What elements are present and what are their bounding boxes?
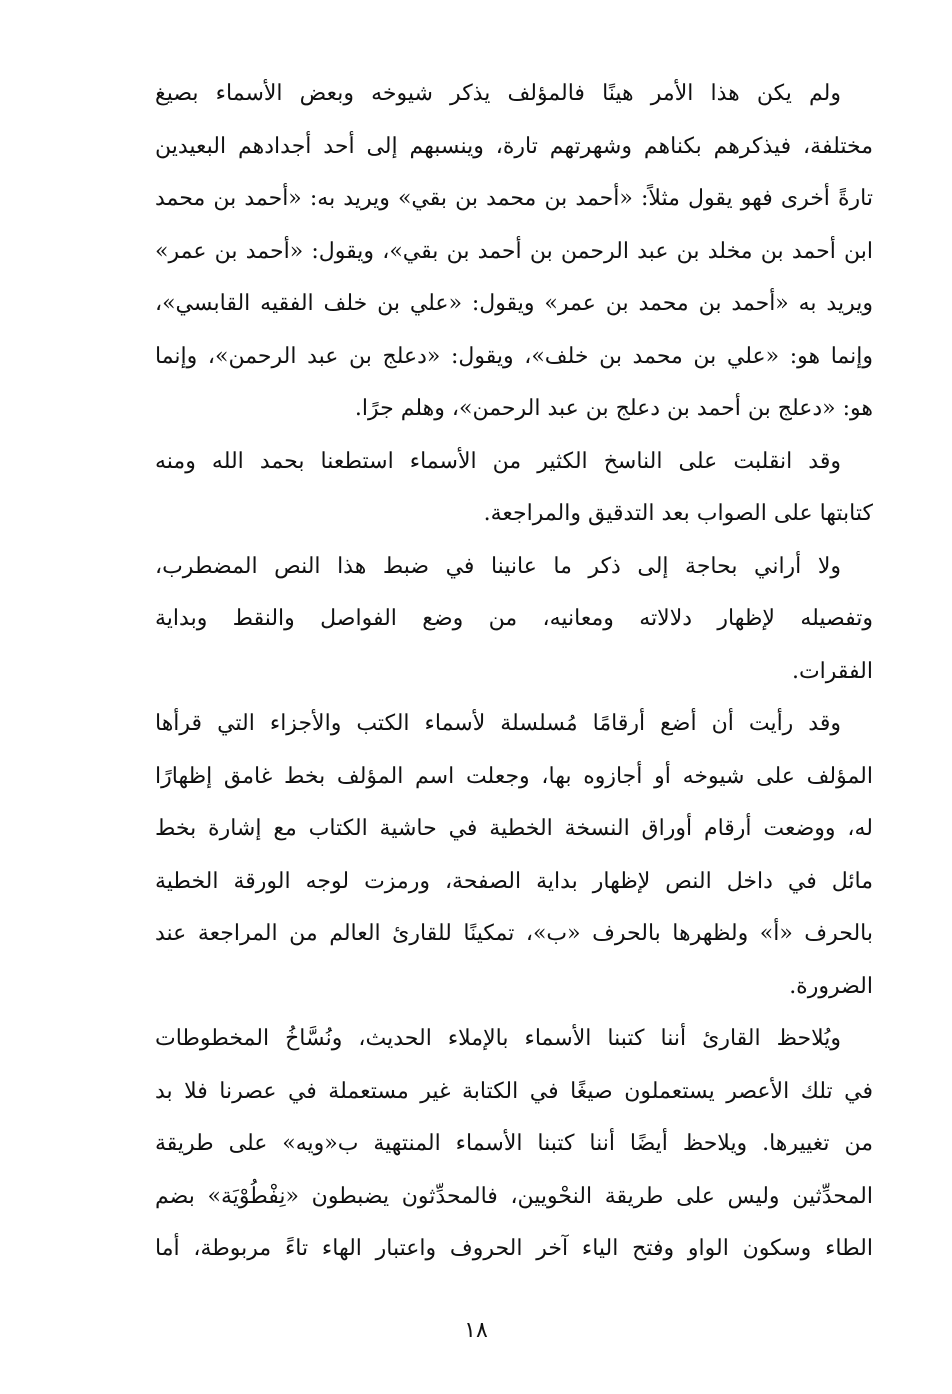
text-line: من تغييرها. ويلاحظ أيضًا أننا كتبنا الأسماء المنتهية ب«ويه» على طريقة xyxy=(155,1131,873,1156)
text-line: مختلفة، فيذكرهم بكناهم وشهرتهم تارة، وينسبهم إلى أحد أجدادهم البعيدين xyxy=(155,133,873,159)
text-line: ويريد به «أحمد بن محمد بن عمر» ويقول: «علي بن خلف الفقيه القابسي»، xyxy=(155,291,873,316)
page-number: ١٨ xyxy=(464,1318,488,1343)
text-line: بالحرف «أ» ولظهرها بالحرف «ب»، تمكينًا للقارئ العالم من المراجعة عند xyxy=(155,921,873,946)
text-line: وإنما هو: «علي بن محمد بن خلف»، ويقول: «دعلج بن عبد الرحمن»، وإنما xyxy=(155,343,873,369)
text-line: وقد انقلبت على الناسخ الكثير من الأسماء استطعنا بحمد الله ومنه xyxy=(155,448,841,474)
text-line: كتابتها على الصواب بعد التدقيق والمراجعة. xyxy=(483,501,873,526)
text-line: له، ووضعت أرقام أوراق النسخة الخطية في حاشية الكتاب مع إشارة بخط xyxy=(155,816,873,841)
text-line: وتفصيله لإظهار دلالاته ومعانيه، من وضع الفواصل والنقط وبداية xyxy=(155,606,873,631)
text-line: ويُلاحظ القارئ أننا كتبنا الأسماء بالإملاء الحديث، ونُسَّاخُ المخطوطات xyxy=(155,1026,841,1051)
text-line: مائل في داخل النص لإظهار بداية الصفحة، ورمزت لوجه الورقة الخطية xyxy=(155,868,873,894)
text-line: ابن أحمد بن مخلد بن عبد الرحمن بن أحمد بن بقي»، ويقول: «أحمد بن عمر» xyxy=(155,238,873,264)
text-line: المحدِّثين وليس على طريقة النحْويين، فالمحدِّثون يضبطون «نِفْطُوْيَة» بضم xyxy=(155,1183,873,1209)
text-line: ولم يكن هذا الأمر هينًا فالمؤلف يذكر شيوخه وبعض الأسماء بصيغ xyxy=(155,81,841,106)
text-line: الطاء وسكون الواو وفتح الياء آخر الحروف واعتبار الهاء تاءً مربوطة، أما xyxy=(155,1236,873,1261)
text-line: المؤلف على شيوخه أو أجازوه بها، وجعلت اسم المؤلف بخط غامق إظهارًا xyxy=(155,763,873,789)
text-line: الضرورة. xyxy=(789,973,873,999)
text-line: ولا أراني بحاجة إلى ذكر ما عانينا في ضبط هذا النص المضطرب، xyxy=(155,553,841,579)
text-line: الفقرات. xyxy=(791,658,873,684)
text-line: وقد رأيت أن أضع أرقامًا مُسلسلة لأسماء الكتب والأجزاء التي قرأها xyxy=(155,711,841,736)
text-line: تارةً أخرى فهو يقول مثلاً: «أحمد بن محمد بن بقي» ويريد به: «أحمد بن محمد xyxy=(155,186,873,211)
body-text xyxy=(155,68,873,1276)
text-line: هو: «دعلج بن أحمد بن دعلج بن عبد الرحمن»، وهلم جرًا. xyxy=(354,396,873,421)
text-line: في تلك الأعصر يستعملون صيغًا في الكتابة غير مستعملة في عصرنا فلا بد xyxy=(155,1078,873,1104)
